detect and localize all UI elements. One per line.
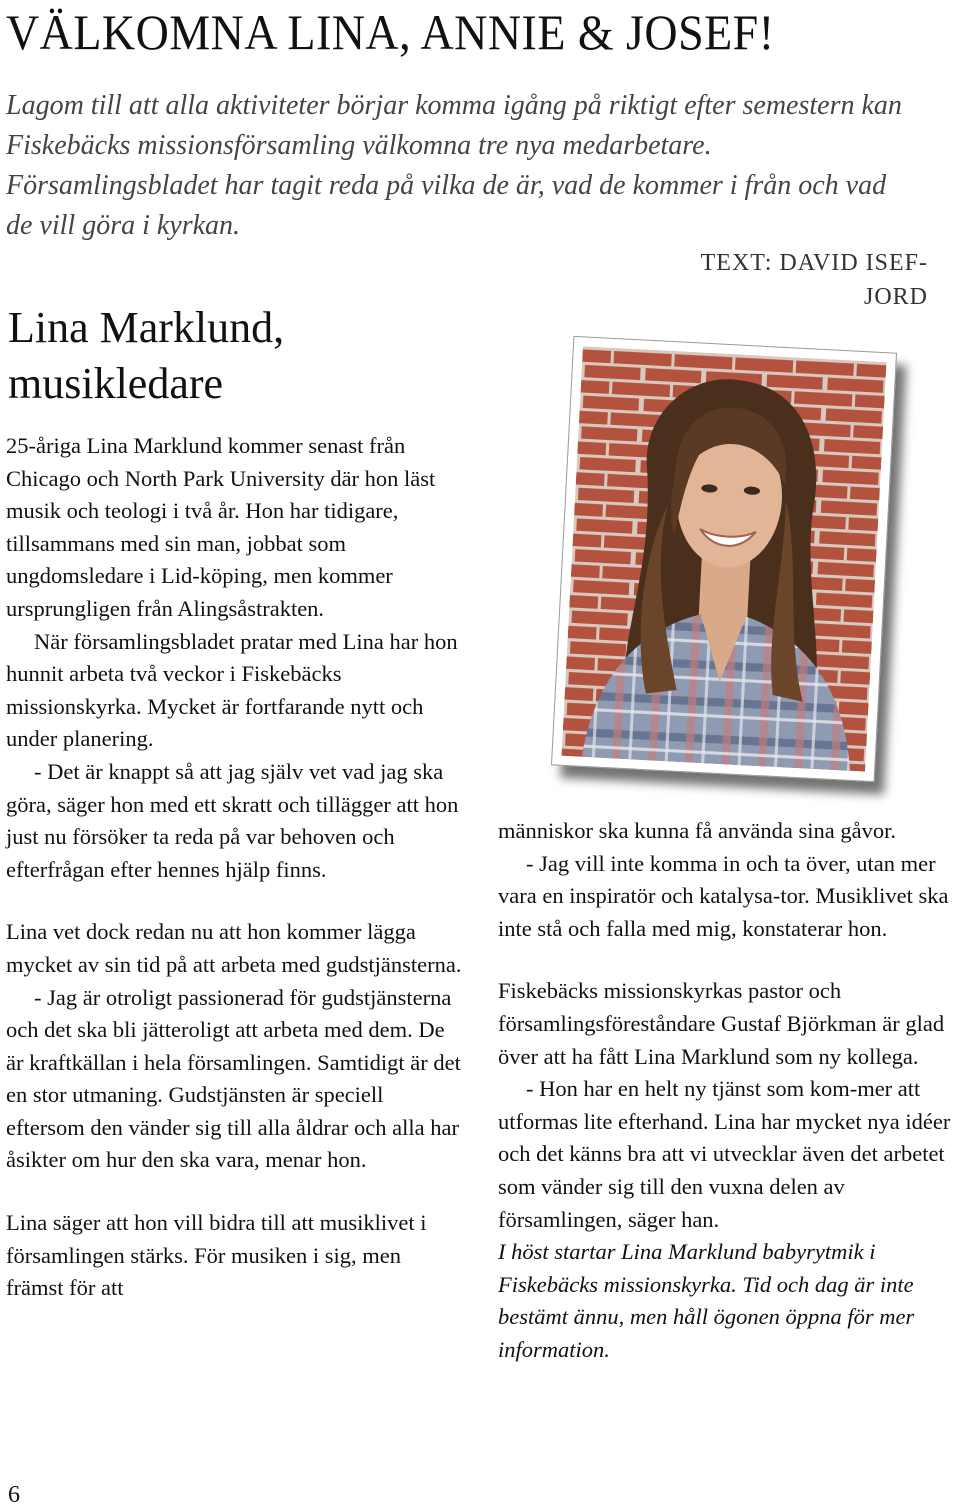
- section-person-name: Lina Marklund,: [8, 303, 285, 352]
- section-title: [8, 300, 468, 412]
- portrait-photo: [551, 336, 897, 782]
- paragraph: I höst startar Lina Marklund babyrytmik i Fiskebäcks missionskyrka. Tid och dag är inte bestämt ännu, men håll ögonen öppna för mer information.: [498, 1239, 915, 1362]
- paragraph: - Jag är otroligt passionerad för gudstjänsterna och det ska bli jätteroligt att arbeta med dem. De är kraftkällan i hela församlingen. Samtidigt är det en stor utmaning. Gudstjänsten är speciell eftersom den vänder sig till alla åldrar och alla har åsikter om hur den ska vara, menar hon.: [6, 984, 461, 1173]
- byline-line-2: JORD: [863, 284, 928, 310]
- paragraph: 25-åriga Lina Marklund kommer senast från Chicago och North Park University där hon läst musik och teologi i två år. Hon har tidigare, tillsammans med sin man, jobbat som ungdomsledare i Lid-köping, men kommer ursprungligen från Alingsåstrakten.: [6, 433, 436, 621]
- section-person-role: musikledare: [8, 359, 224, 408]
- article-headline: VÄLKOMNA LINA, ANNIE & JOSEF!: [6, 4, 775, 60]
- page-number: 6: [8, 1482, 20, 1508]
- paragraph: - Det är knappt så att jag själv vet vad jag ska göra, säger hon med ett skratt och tillägger att hon just nu försöker ta reda på var behoven och efterfrågan efter hennes hjälp finns.: [6, 758, 459, 882]
- right-column: [498, 815, 958, 1367]
- byline-line-1: TEXT: DAVID ISEF-: [700, 250, 928, 276]
- portrait-illustration: [561, 346, 886, 771]
- paragraph: Lina säger att hon vill bidra till att musiklivet i församlingen stärks. För musiken i sig, men främst för att: [6, 1210, 427, 1301]
- article-intro: Lagom till att alla aktiviteter börjar komma igång på riktigt efter semestern kan Fiskebäcks missionsförsamling välkomna tre nya medarbetare. Församlingsbladet har tagit reda på vilka de är, vad de kommer i från och vad de vill göra i kyrkan.: [6, 90, 902, 241]
- paragraph: - Hon har en helt ny tjänst som kom-mer att utformas lite efterhand. Lina har mycket nya idéer och det känns bra att vi utvecklar även det arbetet som vänder sig till den vuxna delen av församlingen, säger han.: [498, 1076, 951, 1232]
- portrait-photo-frame: [562, 344, 892, 784]
- paragraph: Lina vet dock redan nu att hon kommer lägga mycket av sin tid på att arbeta med gudstjänsterna.: [6, 919, 462, 977]
- byline: [628, 246, 928, 314]
- paragraph: - Jag vill inte komma in och ta över, utan mer vara en inspiratör och katalysa-tor. Musiklivet ska inte stå och falla med mig, konstaterar hon.: [498, 850, 949, 941]
- left-column: [6, 430, 464, 1305]
- paragraph: När församlingsbladet pratar med Lina har hon hunnit arbeta två veckor i Fiskebäcks missionskyrka. Mycket är fortfarande nytt och under planering.: [6, 628, 458, 752]
- paragraph: Fiskebäcks missionskyrkas pastor och församlingsföreståndare Gustaf Björkman är glad över att ha fått Lina Marklund som ny kollega.: [498, 978, 945, 1069]
- paragraph: människor ska kunna få använda sina gåvor.: [498, 818, 897, 843]
